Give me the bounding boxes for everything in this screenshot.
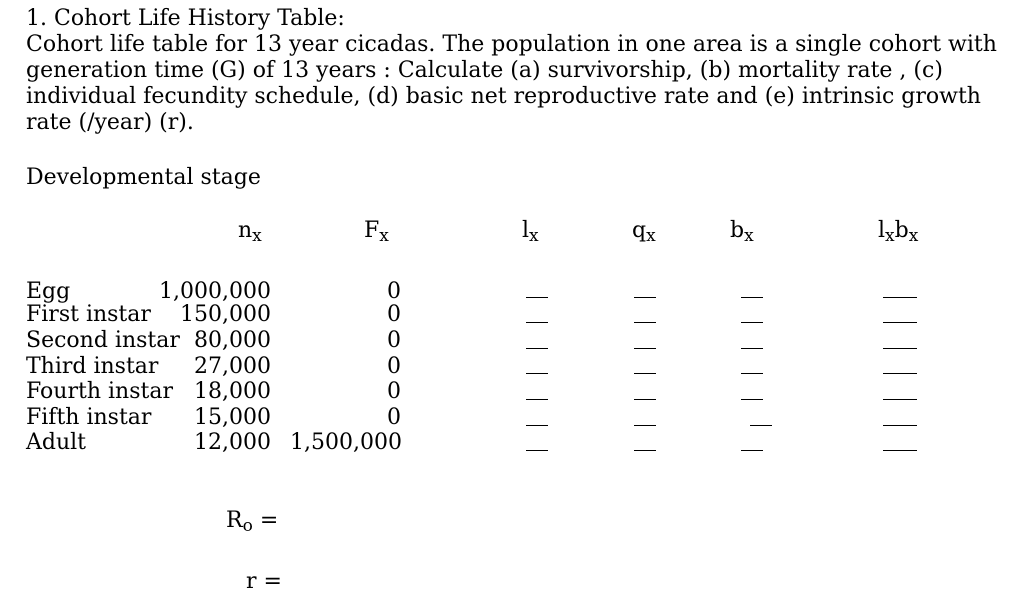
r0-subscript: o — [242, 516, 253, 536]
bx-answer-blank[interactable] — [741, 450, 763, 451]
header-qx — [632, 218, 656, 246]
header-nx-sub: x — [252, 226, 262, 246]
lx-answer-blank[interactable] — [526, 297, 548, 298]
lx-answer-blank[interactable] — [526, 450, 548, 451]
bx-answer-blank[interactable] — [750, 425, 772, 426]
qx-answer-blank[interactable] — [634, 425, 656, 426]
stage-label: Fourth instar — [26, 379, 173, 404]
lx-answer-blank[interactable] — [526, 425, 548, 426]
stage-label: Adult — [26, 430, 87, 455]
lxbx-answer-blank[interactable] — [883, 348, 917, 349]
lx-answer-blank[interactable] — [526, 373, 548, 374]
lx-answer-blank[interactable] — [526, 399, 548, 400]
question-line: individual fecundity schedule, (d) basic net reproductive rate and (e) intrinsic growth — [26, 84, 981, 109]
fx-value: 0 — [387, 279, 401, 304]
bx-answer-blank[interactable] — [741, 297, 763, 298]
r-equation: r = — [246, 569, 282, 594]
header-fx-sub: x — [379, 226, 389, 246]
bx-answer-blank[interactable] — [741, 322, 763, 323]
r0-equation — [226, 508, 279, 536]
lxbx-answer-blank[interactable] — [883, 399, 917, 400]
header-lxbx-sub2: x — [908, 226, 919, 246]
qx-answer-blank[interactable] — [634, 373, 656, 374]
header-fx — [364, 218, 389, 246]
question-line: rate (/year) (r). — [26, 110, 194, 135]
lxbx-answer-blank[interactable] — [883, 322, 917, 323]
lxbx-answer-blank[interactable] — [883, 425, 917, 426]
question-text — [26, 32, 1016, 136]
header-bx — [730, 218, 754, 246]
nx-value: 1,000,000 — [159, 279, 271, 304]
r0-symbol: R — [226, 508, 243, 533]
header-lxbx-main: l — [878, 218, 886, 243]
header-qx-sub: x — [646, 226, 656, 246]
header-qx-main: q — [632, 218, 647, 243]
header-bx-main: b — [730, 218, 745, 243]
qx-answer-blank[interactable] — [634, 322, 656, 323]
section-label: Developmental stage — [26, 165, 261, 190]
fx-value: 0 — [387, 354, 401, 379]
stage-label: Third instar — [26, 354, 159, 379]
qx-answer-blank[interactable] — [634, 450, 656, 451]
question-line: Cohort life table for 13 year cicadas. The population in one area is a single cohort with — [26, 32, 997, 57]
nx-value: 15,000 — [194, 405, 271, 430]
header-bx-sub: x — [744, 226, 754, 246]
nx-value: 18,000 — [194, 379, 271, 404]
bx-answer-blank[interactable] — [741, 373, 763, 374]
qx-answer-blank[interactable] — [634, 399, 656, 400]
lx-answer-blank[interactable] — [526, 322, 548, 323]
stage-label: Second instar — [26, 328, 180, 353]
question-line: generation time (G) of 13 years : Calculate (a) survivorship, (b) mortality rate , (c) — [26, 58, 943, 83]
stage-label: First instar — [26, 302, 151, 327]
nx-value: 27,000 — [194, 354, 271, 379]
question-title: 1. Cohort Life History Table: — [26, 6, 345, 31]
bx-answer-blank[interactable] — [741, 399, 763, 400]
qx-answer-blank[interactable] — [634, 348, 656, 349]
stage-label: Egg — [26, 279, 71, 304]
r0-equals: = — [259, 508, 279, 533]
stage-label: Fifth instar — [26, 405, 152, 430]
nx-value: 12,000 — [194, 430, 271, 455]
lxbx-answer-blank[interactable] — [883, 297, 917, 298]
lxbx-answer-blank[interactable] — [883, 450, 917, 451]
header-lx — [522, 218, 539, 246]
lx-answer-blank[interactable] — [526, 348, 548, 349]
fx-value: 0 — [387, 302, 401, 327]
fx-value: 1,500,000 — [290, 430, 402, 455]
bx-answer-blank[interactable] — [741, 348, 763, 349]
header-lx-sub: x — [529, 226, 539, 246]
header-nx-main: n — [238, 218, 253, 243]
header-lxbx — [878, 218, 919, 246]
header-nx — [238, 218, 262, 246]
fx-value: 0 — [387, 328, 401, 353]
nx-value: 150,000 — [180, 302, 271, 327]
lxbx-answer-blank[interactable] — [883, 373, 917, 374]
nx-value: 80,000 — [194, 328, 271, 353]
header-lx-main: l — [522, 218, 530, 243]
qx-answer-blank[interactable] — [634, 297, 656, 298]
fx-value: 0 — [387, 379, 401, 404]
header-lxbx-main2: b — [894, 218, 909, 243]
header-fx-main: F — [364, 218, 380, 243]
fx-value: 0 — [387, 405, 401, 430]
header-lxbx-sub: x — [885, 226, 895, 246]
